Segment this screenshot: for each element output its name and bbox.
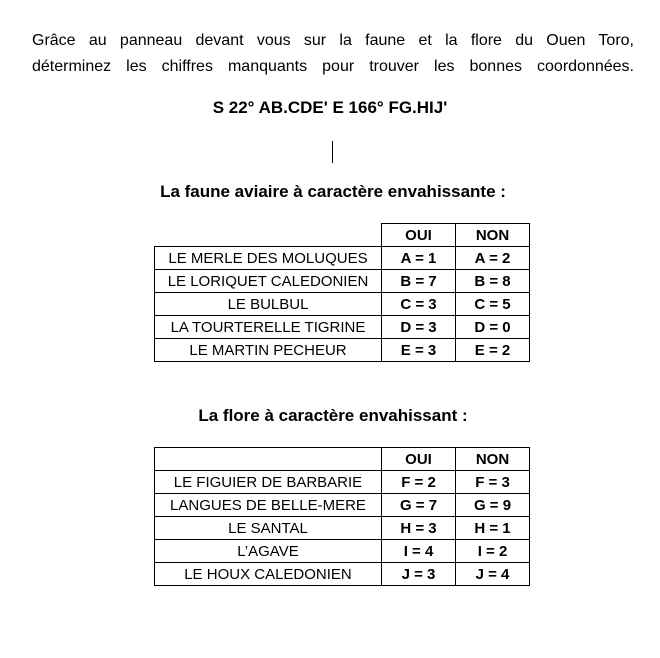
plant-name: LE HOUX CALEDONIEN bbox=[155, 563, 382, 586]
flora-section-title: La flore à caractère envahissant : bbox=[198, 406, 468, 425]
species-name: LE MERLE DES MOLUQUES bbox=[155, 247, 382, 270]
oui-value: D = 3 bbox=[382, 316, 456, 339]
non-value: G = 9 bbox=[456, 494, 530, 517]
species-name: LE BULBUL bbox=[155, 293, 382, 316]
oui-value: G = 7 bbox=[382, 494, 456, 517]
plant-name: LE SANTAL bbox=[155, 517, 382, 540]
table-row bbox=[155, 540, 530, 563]
table-row bbox=[155, 316, 530, 339]
header-oui: OUI bbox=[382, 224, 456, 247]
oui-value: I = 4 bbox=[382, 540, 456, 563]
intro-line-1: Grâce au panneau devant vous sur la faune et la flore du Ouen Toro, bbox=[32, 32, 634, 49]
species-name: LE MARTIN PECHEUR bbox=[155, 339, 382, 362]
oui-value: A = 1 bbox=[382, 247, 456, 270]
table-header-row bbox=[155, 224, 530, 247]
table-row bbox=[155, 563, 530, 586]
text-cursor bbox=[332, 141, 333, 163]
non-value: E = 2 bbox=[456, 339, 530, 362]
coordinates-formula: S 22° AB.CDE' E 166° FG.HIJ' bbox=[212, 98, 448, 117]
flora-table bbox=[154, 447, 530, 586]
table-row bbox=[155, 517, 530, 540]
table-row bbox=[155, 471, 530, 494]
empty-header-cell bbox=[155, 448, 382, 471]
oui-value: C = 3 bbox=[382, 293, 456, 316]
header-non: NON bbox=[456, 448, 530, 471]
table-header-row bbox=[155, 448, 530, 471]
table-row bbox=[155, 494, 530, 517]
table-row bbox=[155, 270, 530, 293]
oui-value: J = 3 bbox=[382, 563, 456, 586]
non-value: C = 5 bbox=[456, 293, 530, 316]
species-name: LA TOURTERELLE TIGRINE bbox=[155, 316, 382, 339]
non-value: A = 2 bbox=[456, 247, 530, 270]
non-value: B = 8 bbox=[456, 270, 530, 293]
header-non: NON bbox=[456, 224, 530, 247]
plant-name: L’AGAVE bbox=[155, 540, 382, 563]
table-row bbox=[155, 293, 530, 316]
intro-line-2: déterminez les chiffres manquants pour trouver les bonnes coordonnées. bbox=[32, 58, 634, 75]
plant-name: LANGUES DE BELLE-MERE bbox=[155, 494, 382, 517]
header-oui: OUI bbox=[382, 448, 456, 471]
table-row bbox=[155, 247, 530, 270]
oui-value: B = 7 bbox=[382, 270, 456, 293]
fauna-section-title: La faune aviaire à caractère envahissante : bbox=[160, 182, 506, 201]
plant-name: LE FIGUIER DE BARBARIE bbox=[155, 471, 382, 494]
species-name: LE LORIQUET CALEDONIEN bbox=[155, 270, 382, 293]
fauna-table bbox=[154, 223, 530, 362]
table-row bbox=[155, 339, 530, 362]
intro-paragraph bbox=[32, 28, 634, 80]
non-value: J = 4 bbox=[456, 563, 530, 586]
non-value: F = 3 bbox=[456, 471, 530, 494]
non-value: I = 2 bbox=[456, 540, 530, 563]
oui-value: H = 3 bbox=[382, 517, 456, 540]
non-value: D = 0 bbox=[456, 316, 530, 339]
oui-value: E = 3 bbox=[382, 339, 456, 362]
non-value: H = 1 bbox=[456, 517, 530, 540]
oui-value: F = 2 bbox=[382, 471, 456, 494]
empty-header-cell bbox=[155, 224, 382, 247]
